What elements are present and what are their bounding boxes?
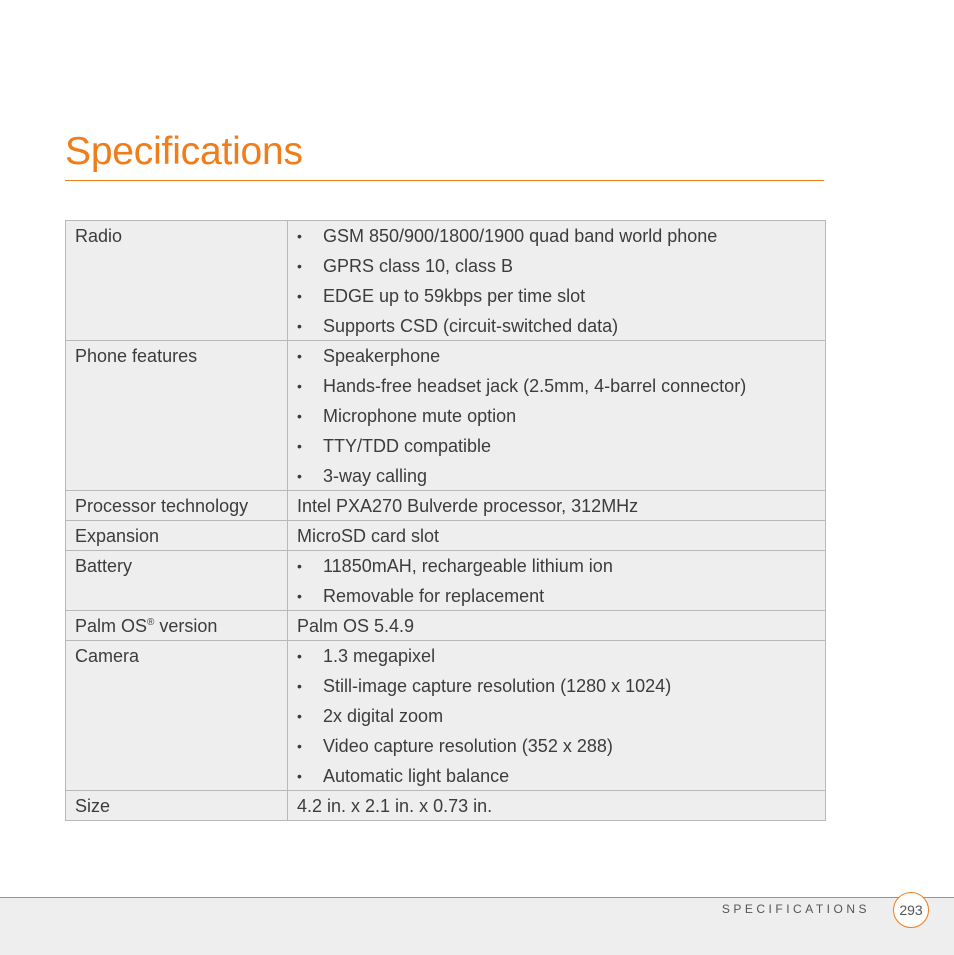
spec-label: Phone features	[66, 341, 288, 491]
table-row	[66, 641, 826, 791]
list-item: • Hands-free headset jack (2.5mm, 4-barrel connector)	[297, 375, 816, 405]
spec-value	[288, 221, 826, 341]
spec-label: Camera	[66, 641, 288, 791]
spec-value	[288, 341, 826, 491]
spec-label: Radio	[66, 221, 288, 341]
list-item: • 11850mAH, rechargeable lithium ion	[297, 555, 816, 585]
spec-label: Processor technology	[66, 491, 288, 521]
table-row	[66, 491, 826, 521]
title-divider	[65, 180, 824, 181]
spec-label-main: Palm OS	[75, 616, 148, 636]
page-title: Specifications	[65, 130, 303, 173]
list-item: • 3-way calling	[297, 465, 816, 487]
spec-label: Expansion	[66, 521, 288, 551]
registered-mark: ®	[147, 617, 155, 628]
spec-value: 4.2 in. x 2.1 in. x 0.73 in.	[288, 791, 826, 821]
spec-label: Size	[66, 791, 288, 821]
spec-list	[297, 645, 816, 787]
table-row	[66, 521, 826, 551]
spec-list	[297, 345, 816, 487]
spec-label: Battery	[66, 551, 288, 611]
table-row	[66, 611, 826, 641]
spec-label-rest: version	[154, 616, 218, 636]
specifications-table	[65, 220, 826, 821]
list-item: • Still-image capture resolution (1280 x 1024)	[297, 675, 816, 705]
list-item: • GSM 850/900/1800/1900 quad band world phone	[297, 225, 816, 255]
list-item: • Removable for replacement	[297, 585, 816, 607]
page-number-badge: 293	[893, 892, 929, 928]
list-item: • Supports CSD (circuit-switched data)	[297, 315, 816, 337]
spec-value: Intel PXA270 Bulverde processor, 312MHz	[288, 491, 826, 521]
list-item: • Video capture resolution (352 x 288)	[297, 735, 816, 765]
spec-list	[297, 225, 816, 337]
list-item: • Microphone mute option	[297, 405, 816, 435]
spec-value	[288, 551, 826, 611]
list-item: • TTY/TDD compatible	[297, 435, 816, 465]
list-item: • Speakerphone	[297, 345, 816, 375]
spec-value: Palm OS 5.4.9	[288, 611, 826, 641]
table-row	[66, 221, 826, 341]
table-row	[66, 551, 826, 611]
spec-list	[297, 555, 816, 607]
list-item: • EDGE up to 59kbps per time slot	[297, 285, 816, 315]
footer-section-label: SPECIFICATIONS	[721, 902, 870, 916]
list-item: • Automatic light balance	[297, 765, 816, 787]
list-item: • GPRS class 10, class B	[297, 255, 816, 285]
spec-label	[66, 611, 288, 641]
list-item: • 1.3 megapixel	[297, 645, 816, 675]
list-item: • 2x digital zoom	[297, 705, 816, 735]
table-row	[66, 341, 826, 491]
spec-value	[288, 641, 826, 791]
table-row	[66, 791, 826, 821]
spec-value: MicroSD card slot	[288, 521, 826, 551]
